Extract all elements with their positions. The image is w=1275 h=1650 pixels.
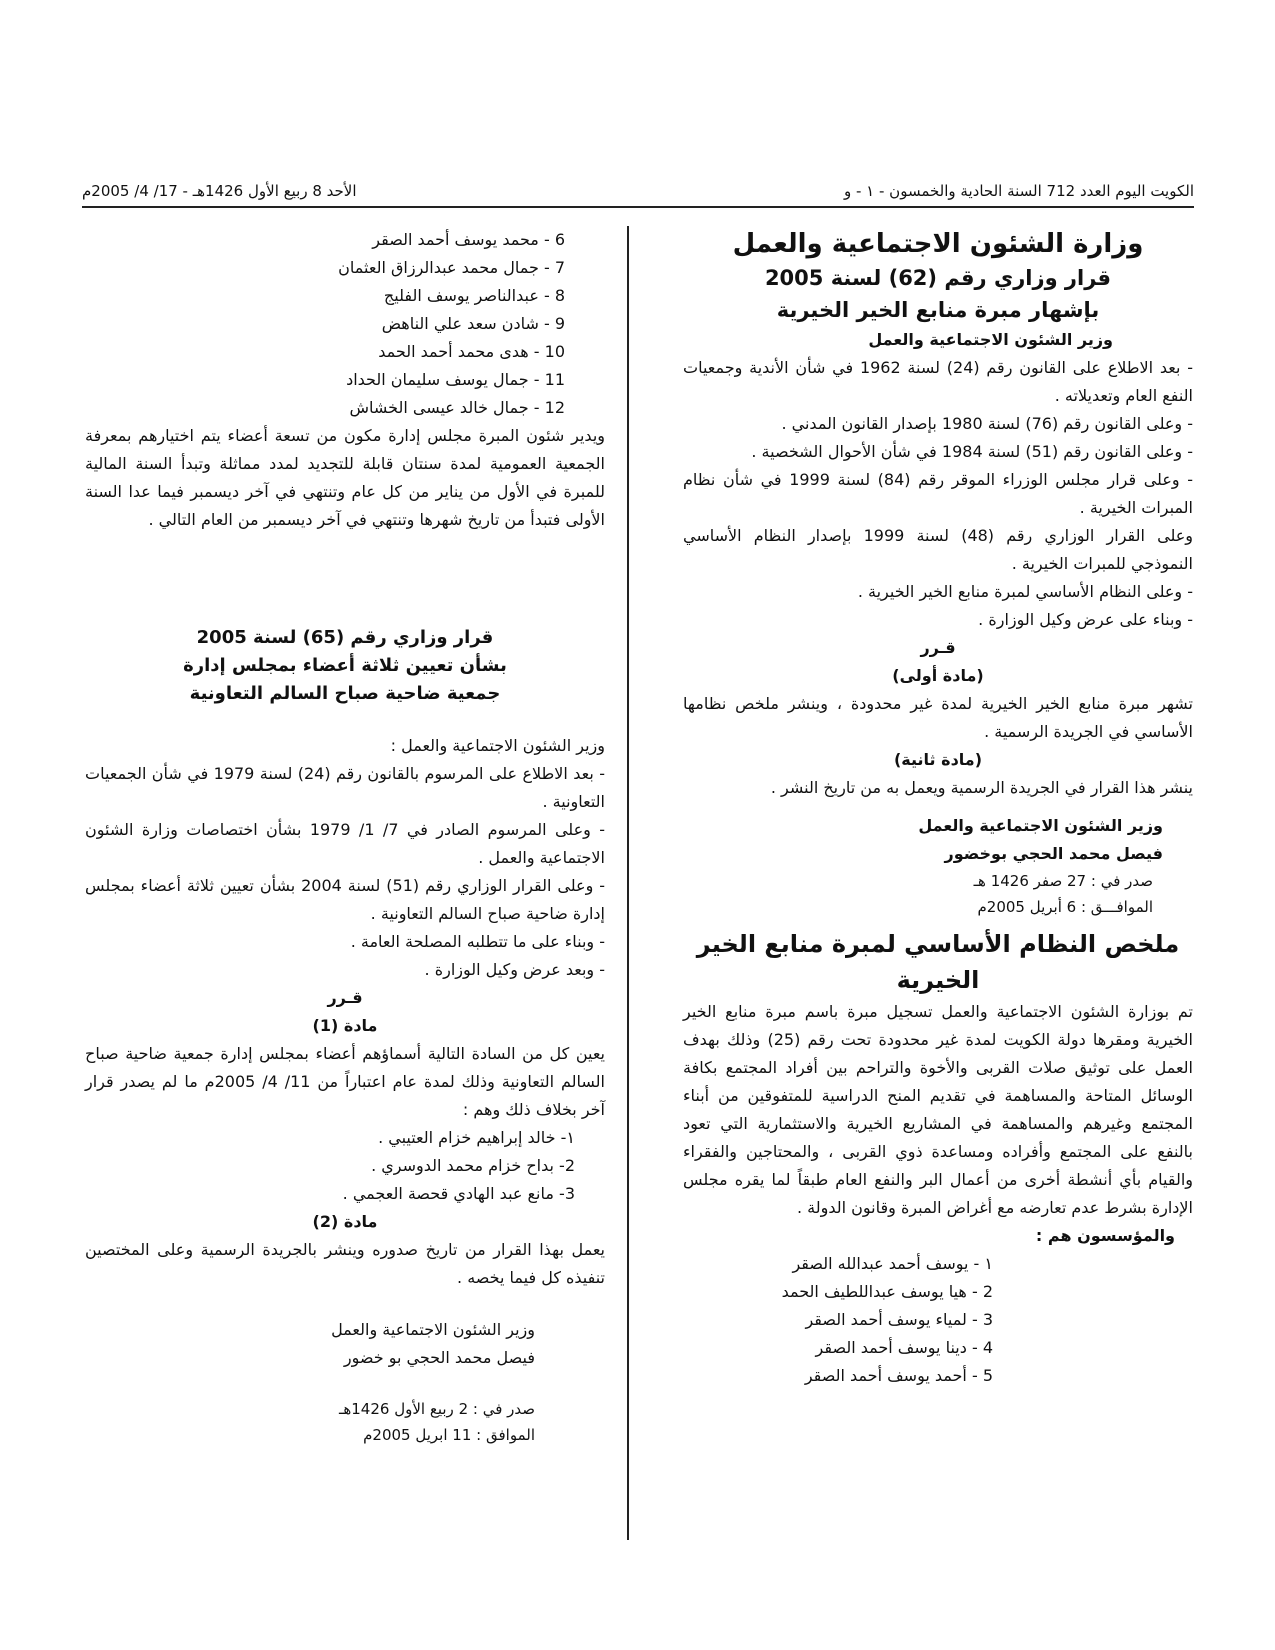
list-item: 2 - هيا يوسف عبداللطيف الحمد <box>781 1282 993 1301</box>
article-2-text: ينشر هذا القرار في الجريدة الرسمية ويعمل به من تاريخ النشر . <box>770 778 1193 797</box>
decree-62-recitals <box>683 354 1193 634</box>
recital: - وبعد عرض وكيل الوزارة . <box>424 960 605 979</box>
left-column <box>85 226 605 1448</box>
recital: - وعلى القانون رقم (76) لسنة 1980 بإصدار القانون المدني . <box>781 414 1193 433</box>
list-item: 5 - أحمد يوسف أحمد الصقر <box>804 1366 993 1385</box>
list-item: 2- بداح خزام محمد الدوسري . <box>371 1156 575 1175</box>
article-1-title: (مادة أولى) <box>892 666 984 685</box>
header-date: الأحد 8 ربيع الأول 1426هـ - 17/ 4/ 2005م <box>82 182 357 200</box>
issued-date: صدر في : 2 ربيع الأول 1426هـ <box>338 1400 535 1418</box>
recital: - وعلى المرسوم الصادر في 7/ 1/ 1979 بشأن اختصاصات وزارة الشئون الاجتماعية والعمل . <box>85 820 606 867</box>
recital: - بعد الاطلاع على المرسوم بالقانون رقم (24) لسنة 1979 في شأن الجمعيات التعاونية . <box>85 764 606 811</box>
signature-title: وزير الشئون الاجتماعية والعمل <box>918 816 1163 835</box>
list-item: 4 - دينا يوسف أحمد الصقر <box>815 1338 993 1357</box>
corresponding-date: الموافـــق : 6 أبريل 2005م <box>977 898 1153 916</box>
recital: وعلى القرار الوزاري رقم (48) لسنة 1999 بإصدار النظام الأساسي النموذجي للمبرات الخيرية . <box>683 526 1194 573</box>
article-2-title: مادة (2) <box>312 1212 378 1231</box>
decree-65-subject-line2: جمعية ضاحية صباح السالم التعاونية <box>189 683 501 704</box>
decree-62-title: قرار وزاري رقم (62) لسنة 2005 <box>764 266 1112 290</box>
list-item: 8 - عبدالناصر يوسف الفليج <box>383 286 565 305</box>
list-item: 6 - محمد يوسف أحمد الصقر <box>372 230 565 249</box>
recital: - وبناء على عرض وكيل الوزارة . <box>978 610 1193 629</box>
recital: - بعد الاطلاع على القانون رقم (24) لسنة 1962 في شأن الأندية وجمعيات النفع العام وتعديلاته . <box>683 358 1193 405</box>
article-1-text: تشهر مبرة منابع الخير الخيرية لمدة غير محدودة ، وينشر ملخص نظامها الأساسي في الجريدة الرسمية . <box>683 694 1193 741</box>
list-item: 11 - جمال يوسف سليمان الحداد <box>346 370 565 389</box>
recital: - وعلى القرار الوزاري رقم (51) لسنة 2004 بشأن تعيين ثلاثة أعضاء بمجلس إدارة ضاحية صباح السالم التعاونية . <box>85 876 606 923</box>
header-issue-info: الكويت اليوم العدد 712 السنة الحادية والخمسون - ١ - و <box>843 182 1194 200</box>
board-admin-text: ويدير شئون المبرة مجلس إدارة مكون من تسعة أعضاء يتم اختيارهم بمعرفة الجمعية العمومية لمدة سنتان قابلة للتجديد لمدد مماثلة وتبدأ السنة المالية للمبرة في الأول من يناير من كل عام وتنتهي في آخر ديسمبر فيما عدا السنة الأولى فتبدأ من تاريخ شهرها وتنتهي في آخر ديسمبر من العام التالي . <box>85 426 605 529</box>
signature-name: فيصل محمد الحجي بو خضور <box>343 1348 535 1367</box>
page-header <box>82 180 1194 208</box>
decided-heading: قـرر <box>327 988 363 1007</box>
signature-name: فيصل محمد الحجي بوخضور <box>944 844 1163 863</box>
members-list <box>85 1124 605 1208</box>
founders-label: والمؤسسون هم : <box>1035 1226 1175 1245</box>
article-1-title: مادة (1) <box>312 1016 378 1035</box>
list-item: 9 - شادن سعد علي الناهض <box>381 314 565 333</box>
decree-62-minister-line: وزير الشئون الاجتماعية والعمل <box>868 330 1113 349</box>
recital: - وبناء على ما تتطلبه المصلحة العامة . <box>350 932 605 951</box>
decree-62-subject: بإشهار مبرة منابع الخير الخيرية <box>776 298 1100 322</box>
decree-65-minister-line: وزير الشئون الاجتماعية والعمل : <box>390 736 605 755</box>
list-item: ١ - يوسف أحمد عبدالله الصقر <box>792 1254 993 1273</box>
decree-65-recitals <box>85 760 605 984</box>
recital: - وعلى النظام الأساسي لمبرة منابع الخير الخيرية . <box>857 582 1193 601</box>
decided-heading: قـرر <box>920 638 956 657</box>
recital: - وعلى القانون رقم (51) لسنة 1984 في شأن الأحوال الشخصية . <box>751 442 1193 461</box>
article-2-text: يعمل بهذا القرار من تاريخ صدوره وينشر بالجريدة الرسمية وعلى المختصين تنفيذه كل فيما يخصه . <box>85 1240 605 1287</box>
summary-title: ملخص النظام الأساسي لمبرة منابع الخير الخيرية <box>696 930 1180 994</box>
founders-list-continued <box>85 226 605 422</box>
decree-65-title: قرار وزاري رقم (65) لسنة 2005 <box>196 627 494 648</box>
signature-title: وزير الشئون الاجتماعية والعمل <box>331 1320 535 1339</box>
list-item: ١- خالد إبراهيم خزام العتيبي . <box>378 1128 575 1147</box>
decree-65-subject-line1: بشأن تعيين ثلاثة أعضاء بمجلس إدارة <box>183 655 507 676</box>
issued-date: صدر في : 27 صفر 1426 هـ <box>973 872 1153 890</box>
list-item: 10 - هدى محمد أحمد الحمد <box>378 342 565 361</box>
list-item: 3- مانع عبد الهادي قحصة العجمي . <box>342 1184 575 1203</box>
column-divider <box>627 226 629 1540</box>
corresponding-date: الموافق : 11 ابريل 2005م <box>363 1426 535 1444</box>
founders-list <box>683 1250 1193 1390</box>
article-1-text: يعين كل من السادة التالية أسماؤهم أعضاء بمجلس إدارة جمعية ضاحية صباح السالم التعاونية وذلك لمدة عام اعتباراً من 11/ 4/ 2005م ما لم يصدر قرار آخر بخلاف ذلك وهم : <box>85 1044 605 1119</box>
article-2-title: (مادة ثانية) <box>893 750 983 769</box>
list-item: 3 - لمياء يوسف أحمد الصقر <box>805 1310 993 1329</box>
list-item: 12 - جمال خالد عيسى الخشاش <box>349 398 565 417</box>
summary-text: تم بوزارة الشئون الاجتماعية والعمل تسجيل مبرة باسم مبرة منابع الخير الخيرية ومقرها دولة الكويت لمدة غير محدودة تحت رقم (25) وذلك بهدف العمل على توثيق صلات القربى والأخوة والتراحم بين أفراد المجتمع بكافة الوسائل المتاحة والمساهمة في تقديم المنح الدراسية للمتفوقين من أبناء المجتمع وغيرهم والمساهمة في المشاريع الخيرية والاستثمارية التي تعود بالنفع على المجتمع وأفراده ومساعدة ذوي القربى ، والمحتاجين والفقراء والقيام بأي أنشطة أخرى من أعمال البر والنفع العام طبقاً لما يقره مجلس الإدارة بشرط عدم تعارضه مع أغراض المبرة وقانون الدولة . <box>683 1002 1194 1217</box>
list-item: 7 - جمال محمد عبدالرزاق العثمان <box>338 258 565 277</box>
right-column <box>683 226 1193 1390</box>
ministry-title: وزارة الشئون الاجتماعية والعمل <box>732 229 1144 259</box>
recital: - وعلى قرار مجلس الوزراء الموقر رقم (84) لسنة 1999 في شأن نظام المبرات الخيرية . <box>683 470 1194 517</box>
